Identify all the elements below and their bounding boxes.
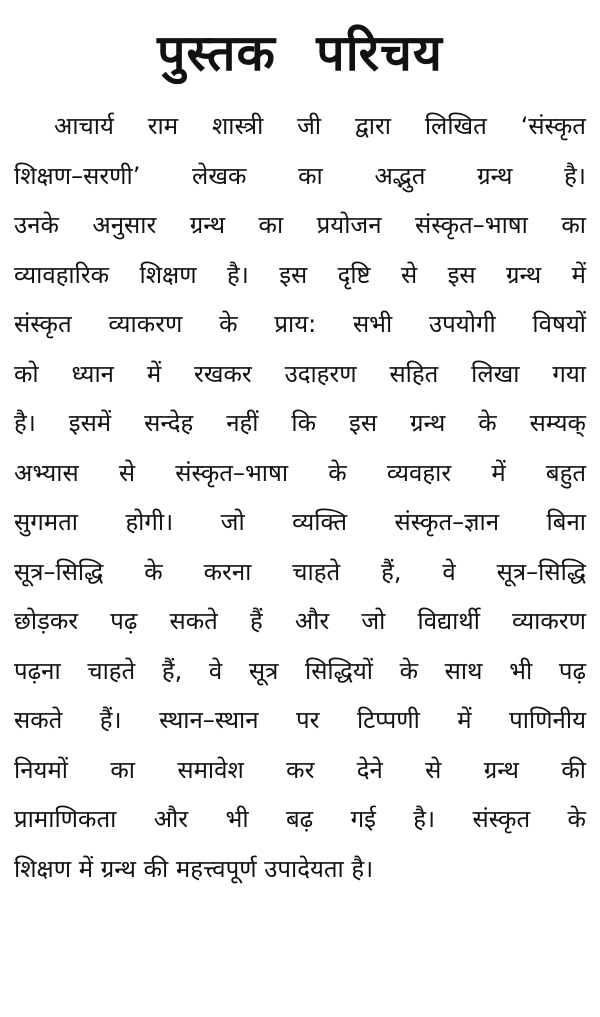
paragraph-line-15: प्रामाणिकता और भी बढ़ गई है। संस्कृत के	[14, 805, 586, 833]
paragraph-line-14: नियमों का समावेश कर देने से ग्रन्थ की	[14, 755, 586, 784]
paragraph-line-9: सुगमता होगी। जो व्यक्ति संस्कृत–ज्ञान बिना	[14, 508, 586, 536]
paragraph-line-1: आचार्य राम शास्त्री जी द्वारा लिखित ‘संस्कृत	[54, 112, 586, 140]
page-title: पुस्तक परिचय	[157, 24, 443, 82]
paragraph-line-13: सकते हैं। स्थान–स्थान पर टिप्पणी में पाणिनीय	[14, 706, 586, 734]
paragraph-line-10: सूत्र–सिद्धि के करना चाहते हैं, वे सूत्र–सिद्धि	[14, 557, 586, 586]
paragraph-line-5: संस्कृत व्याकरण के प्राय: सभी उपयोगी विषयों	[14, 310, 586, 338]
paragraph-line-8: अभ्यास से संस्कृत–भाषा के व्यवहार में बहुत	[14, 458, 586, 487]
paragraph-line-16: शिक्षण में ग्रन्थ की महत्त्वपूर्ण उपादेयता है।	[14, 854, 374, 883]
paragraph-line-12: पढ़ना चाहते हैं, वे सूत्र सिद्धियों के साथ भी पढ़	[14, 656, 586, 685]
paragraph-line-2: शिक्षण–सरणी’ लेखक का अद्भुत ग्रन्थ है।	[14, 161, 586, 190]
paragraph-line-3: उनके अनुसार ग्रन्थ का प्रयोजन संस्कृत–भाषा का	[14, 211, 586, 239]
introduction-paragraph	[14, 102, 586, 894]
paragraph-line-7: है। इसमें सन्देह नहीं कि इस ग्रन्थ के सम्यक्	[14, 409, 586, 437]
paragraph-line-6: को ध्यान में रखकर उदाहरण सहित लिखा गया	[14, 359, 586, 388]
paragraph-line-11: छोड़कर पढ़ सकते हैं और जो विद्यार्थी व्याकरण	[14, 607, 586, 635]
paragraph-line-4: व्यावहारिक शिक्षण है। इस दृष्टि से इस ग्रन्थ में	[14, 260, 586, 289]
